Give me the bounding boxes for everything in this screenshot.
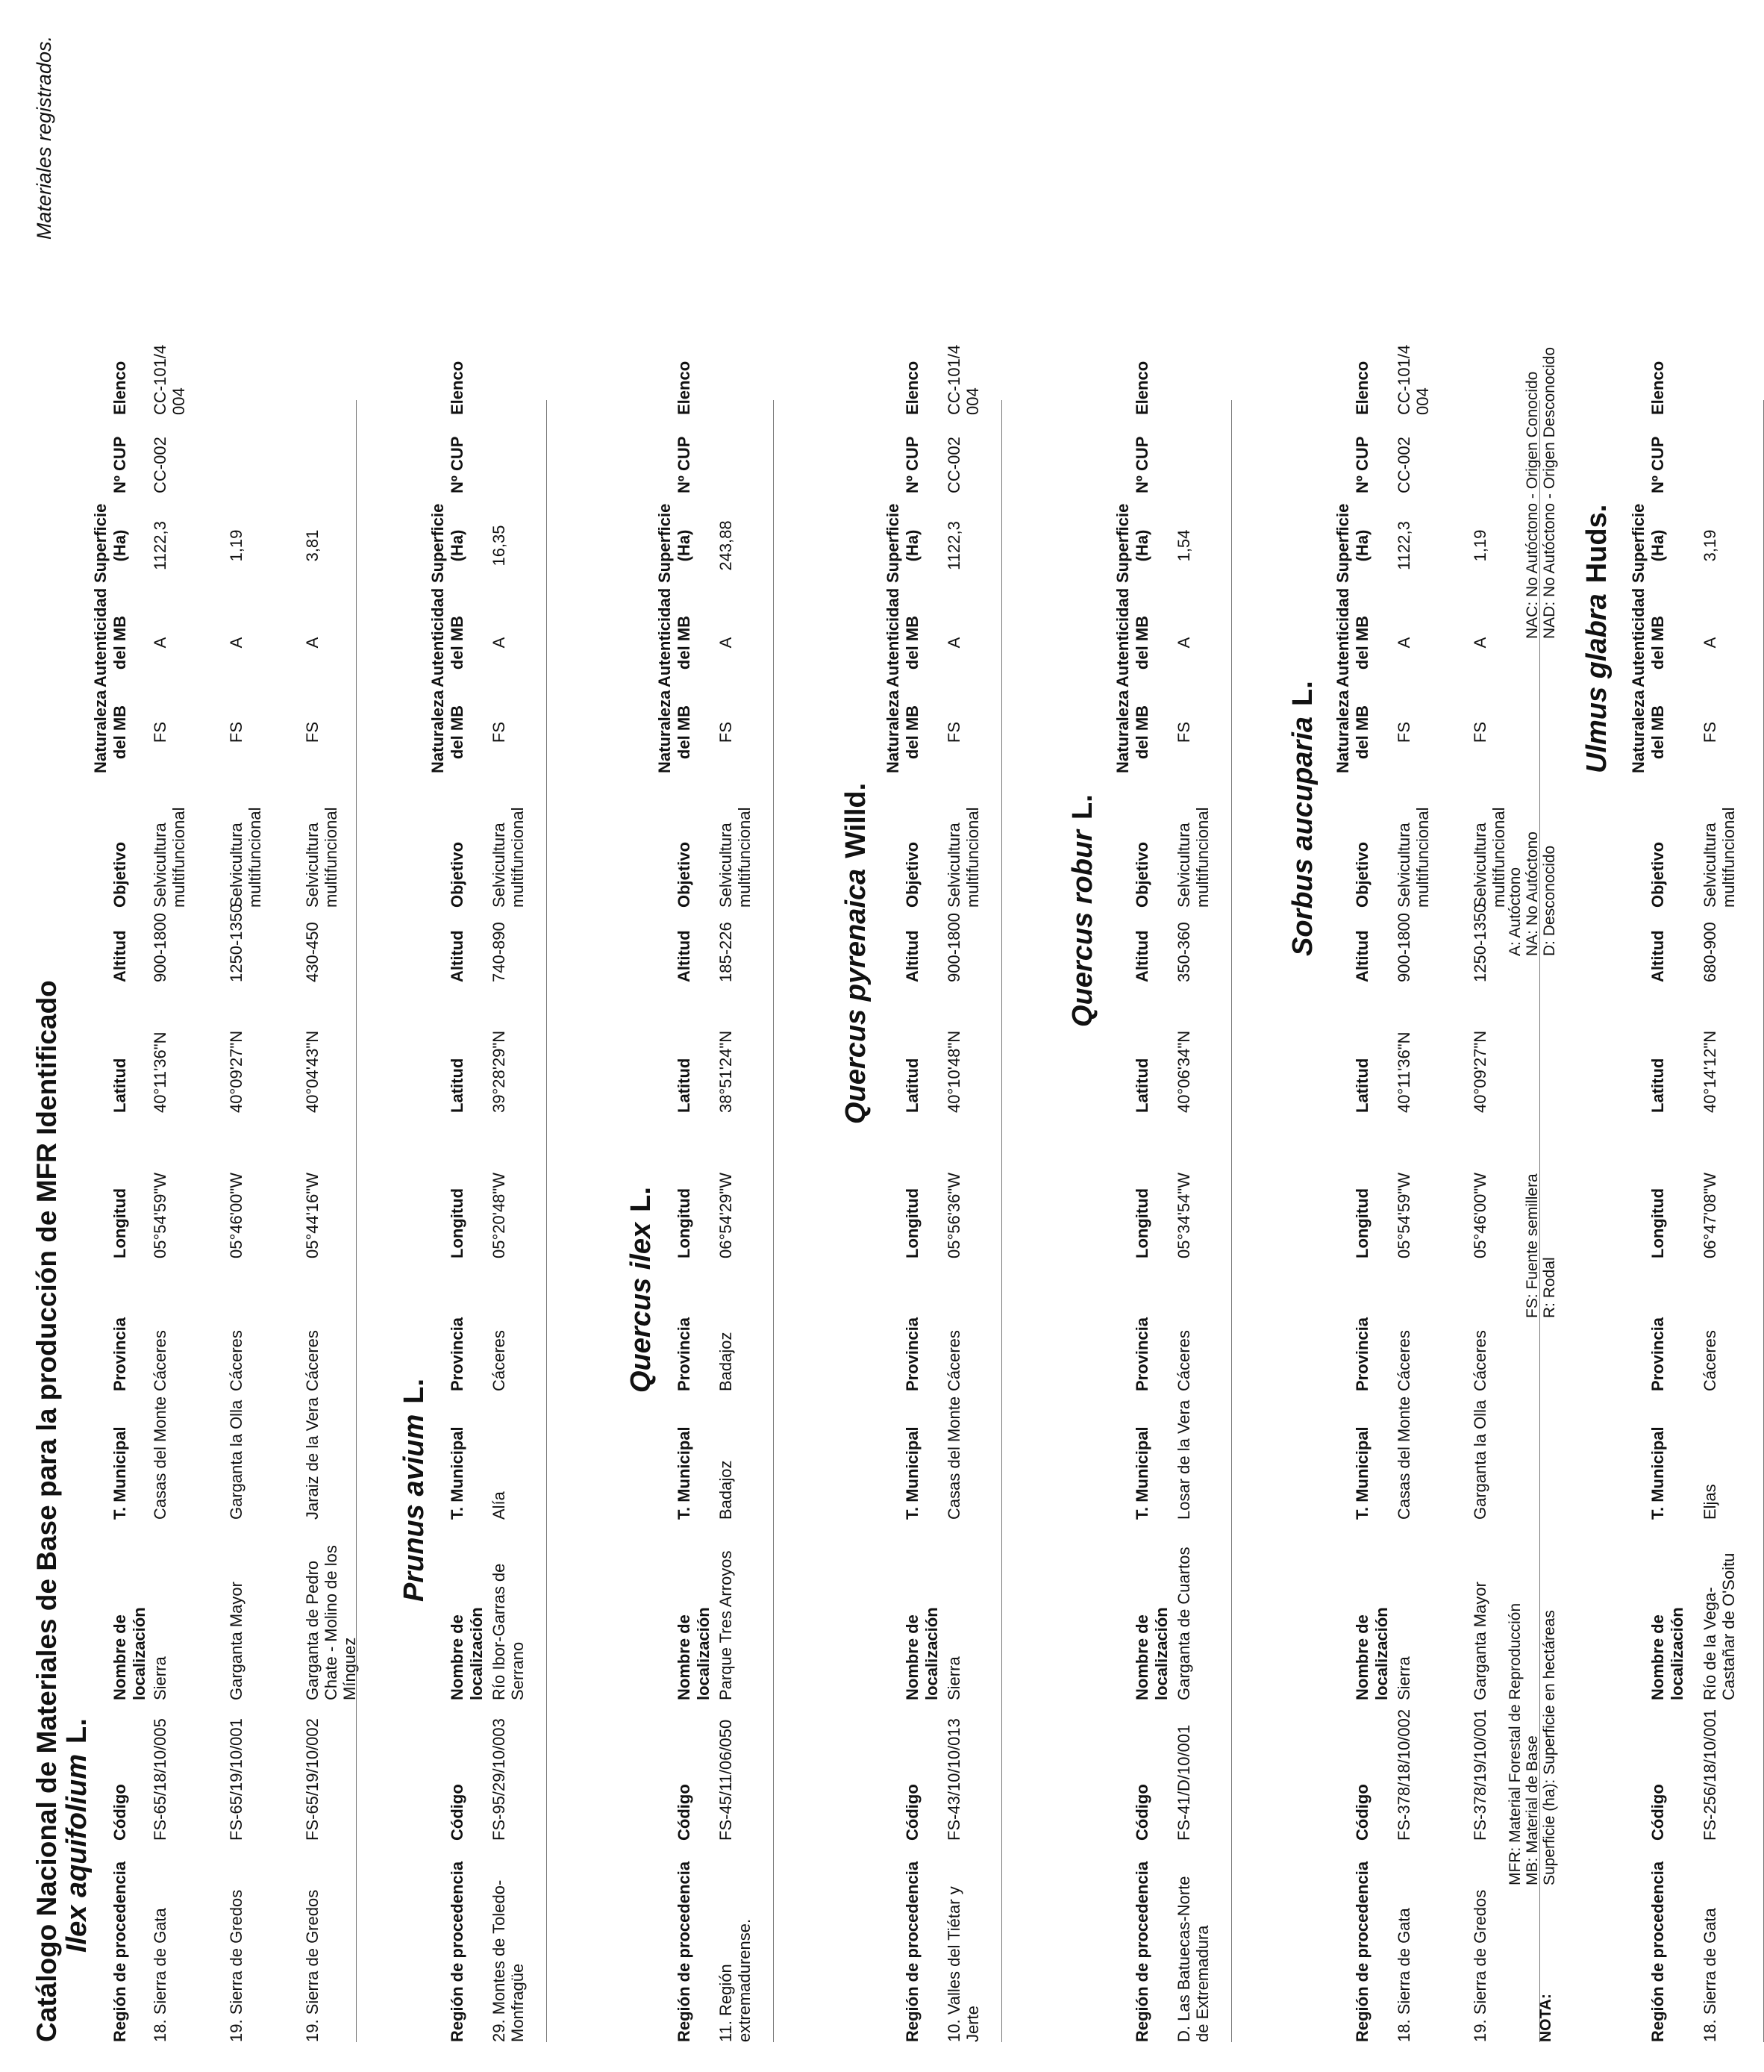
cell-codigo: FS-41/D/10/001 (1175, 1724, 1193, 1841)
cell-codigo: FS-65/19/10/002 (303, 1718, 322, 1841)
cell-latitud: 40°06'34"N (1175, 1030, 1193, 1113)
cell-superficie: 1,19 (1471, 529, 1489, 562)
species-author: L. (1067, 794, 1098, 820)
column-header-codigo: Código (675, 1784, 693, 1841)
column-header-altitud: Altitud (1133, 930, 1151, 982)
cell-altitud: 1250-1350 (227, 903, 245, 982)
footnote-line: A: Autóctono (1507, 867, 1524, 956)
cell-longitud: 05°20'48"W (490, 1173, 508, 1258)
cell-codigo: FS-378/18/10/002 (1395, 1709, 1413, 1841)
column-header-codigo: Código (1648, 1784, 1667, 1841)
cell-region: 18. Sierra de Gata (1395, 1908, 1413, 2042)
column-header-longitud: Longitud (110, 1188, 129, 1258)
cell-municipal: Losar de la Vera (1175, 1399, 1193, 1520)
cell-cup: CC-002 (945, 437, 963, 493)
cell-altitud: 740-890 (490, 922, 508, 982)
cell-municipal: Casas del Monte (151, 1396, 169, 1520)
column-header-region: Región de procedencia (1648, 1861, 1667, 2042)
column-header-objetivo: Objetivo (1133, 841, 1151, 908)
cell-superficie: 1,54 (1175, 529, 1193, 562)
cell-nombre: Sierra (151, 1656, 169, 1700)
species-author: L. (625, 1187, 657, 1212)
column-header-region: Región de procedencia (448, 1861, 466, 2042)
footnote-line: R: Rodal (1541, 1257, 1558, 1318)
cell-naturaleza: FS (490, 721, 508, 743)
cell-longitud: 05°34'54"W (1175, 1173, 1193, 1258)
column-header-provincia: Provincia (110, 1317, 129, 1391)
cell-longitud: 06°54'29"W (716, 1173, 735, 1258)
column-header-autenticidad: Autenticidad del MB (655, 587, 693, 687)
column-header-superficie: Superficie (Ha) (1333, 503, 1372, 583)
cell-latitud: 40°14'12"N (1701, 1030, 1719, 1113)
cell-region: 29. Montes de Toledo-Monfragüe (490, 1879, 527, 2042)
column-header-altitud: Altitud (675, 930, 693, 982)
cell-objetivo: Selvicultura multifuncional (303, 807, 340, 908)
cell-elenco: CC-101/4 004 (945, 344, 982, 415)
cell-region: 18. Sierra de Gata (151, 1908, 169, 2042)
cell-nombre: Garganta de Cuartos (1175, 1547, 1193, 1700)
column-header-region: Región de procedencia (675, 1861, 693, 2042)
column-header-longitud: Longitud (1133, 1188, 1151, 1258)
nota-label: NOTA: (1537, 1994, 1554, 2042)
column-header-altitud: Altitud (448, 930, 466, 982)
column-header-objetivo: Objetivo (1648, 841, 1667, 908)
cell-latitud: 40°04'43"N (303, 1030, 322, 1113)
cell-objetivo: Selvicultura multifuncional (490, 807, 527, 908)
cell-nombre: Sierra (1395, 1656, 1413, 1700)
column-header-elenco: Elenco (110, 361, 129, 415)
cell-objetivo: Selvicultura multifuncional (945, 807, 982, 908)
cell-codigo: FS-95/29/10/003 (490, 1718, 508, 1841)
column-header-latitud: Latitud (448, 1058, 466, 1113)
column-header-objetivo: Objetivo (903, 841, 922, 908)
cell-longitud: 05°54'59"W (151, 1173, 169, 1258)
cell-superficie: 1122,3 (945, 521, 963, 570)
footnote-line: NA: No Autóctono (1524, 831, 1541, 956)
cell-longitud: 05°56'36"W (945, 1173, 963, 1258)
cell-superficie: 1122,3 (1395, 521, 1413, 570)
cell-altitud: 900-1800 (151, 913, 169, 982)
cell-naturaleza: FS (303, 721, 322, 743)
cell-latitud: 40°10'48"N (945, 1030, 963, 1113)
cell-superficie: 1,19 (227, 529, 245, 562)
cell-naturaleza: FS (1701, 721, 1719, 743)
cell-objetivo: Selvicultura multifuncional (227, 807, 264, 908)
footnote-line: NAC: No Autóctono - Origen Conocido (1524, 371, 1541, 639)
cell-superficie: 3,19 (1701, 529, 1719, 562)
column-header-provincia: Provincia (1648, 1317, 1667, 1391)
cell-region: 19. Sierra de Gredos (303, 1889, 322, 2042)
column-header-objetivo: Objetivo (110, 841, 129, 908)
cell-naturaleza: FS (945, 721, 963, 743)
column-header-naturaleza: Naturaleza del MB (1113, 690, 1151, 773)
cell-autenticidad: A (227, 637, 245, 649)
cell-municipal: Badajoz (716, 1460, 735, 1520)
column-header-nombre: Nombre de localización (110, 1607, 148, 1700)
section-divider (1001, 400, 1002, 2042)
column-header-longitud: Longitud (1353, 1188, 1372, 1258)
cell-region: D. Las Batuecas-Norte de Extremadura (1175, 1876, 1212, 2042)
column-header-superficie: Superficie (Ha) (1629, 503, 1667, 583)
column-header-nombre: Nombre de localización (675, 1607, 713, 1700)
column-header-elenco: Elenco (1133, 361, 1151, 415)
column-header-altitud: Altitud (110, 930, 129, 982)
species-author: L. (1287, 681, 1319, 707)
column-header-municipal: T. Municipal (1353, 1426, 1372, 1520)
species-author: L. (398, 1378, 430, 1404)
cell-objetivo: Selvicultura multifuncional (1175, 807, 1212, 908)
cell-naturaleza: FS (1471, 721, 1489, 743)
column-header-codigo: Código (448, 1784, 466, 1841)
column-header-nombre: Nombre de localización (1133, 1607, 1171, 1700)
column-header-superficie: Superficie (Ha) (883, 503, 922, 583)
cell-altitud: 430-450 (303, 922, 322, 982)
column-header-elenco: Elenco (448, 361, 466, 415)
column-header-nombre: Nombre de localización (903, 1607, 941, 1700)
cell-codigo: FS-45/11/06/050 (716, 1719, 735, 1841)
column-header-naturaleza: Naturaleza del MB (91, 690, 129, 773)
column-header-autenticidad: Autenticidad del MB (1629, 587, 1667, 687)
footnote-line: D: Desconocido (1541, 845, 1558, 956)
cell-objetivo: Selvicultura multifuncional (151, 807, 188, 908)
column-header-latitud: Latitud (1133, 1058, 1151, 1113)
column-header-provincia: Provincia (1133, 1317, 1151, 1391)
cell-longitud: 05°46'00"W (1471, 1173, 1489, 1258)
column-header-autenticidad: Autenticidad del MB (91, 587, 129, 687)
cell-altitud: 900-1800 (1395, 913, 1413, 982)
column-header-provincia: Provincia (675, 1317, 693, 1391)
column-header-cup: Nº CUP (1648, 436, 1667, 493)
column-header-objetivo: Objetivo (675, 841, 693, 908)
column-header-municipal: T. Municipal (1648, 1426, 1667, 1520)
cell-autenticidad: A (1175, 637, 1193, 649)
cell-autenticidad: A (151, 637, 169, 649)
cell-objetivo: Selvicultura multifuncional (1395, 807, 1432, 908)
cell-altitud: 350-360 (1175, 922, 1193, 982)
column-header-longitud: Longitud (903, 1188, 922, 1258)
cell-municipal: Casas del Monte (1395, 1396, 1413, 1520)
column-header-objetivo: Objetivo (1353, 841, 1372, 908)
column-header-cup: Nº CUP (1133, 436, 1151, 493)
species-author: Huds. (1581, 504, 1613, 584)
cell-codigo: FS-43/10/10/013 (945, 1718, 963, 1841)
cell-provincia: Cáceres (1701, 1330, 1719, 1391)
column-header-latitud: Latitud (1353, 1058, 1372, 1113)
species-name: Sorbus aucuparia (1287, 717, 1319, 956)
column-header-longitud: Longitud (1648, 1188, 1667, 1258)
cell-elenco: CC-101/4 004 (1395, 344, 1432, 415)
column-header-cup: Nº CUP (675, 436, 693, 493)
column-header-elenco: Elenco (675, 361, 693, 415)
cell-cup: CC-002 (1395, 437, 1413, 493)
cell-autenticidad: A (716, 637, 735, 649)
cell-naturaleza: FS (151, 721, 169, 743)
column-header-region: Región de procedencia (110, 1861, 129, 2042)
cell-region: 10. Valles del Tiétar y Jerte (945, 1886, 982, 2042)
column-header-codigo: Código (1133, 1784, 1151, 1841)
cell-municipal: Alía (490, 1491, 508, 1520)
cell-naturaleza: FS (1175, 721, 1193, 743)
cell-autenticidad: A (1471, 637, 1489, 649)
cell-naturaleza: FS (716, 721, 735, 743)
column-header-autenticidad: Autenticidad del MB (883, 587, 922, 687)
cell-latitud: 40°09'27"N (1471, 1030, 1489, 1113)
column-header-naturaleza: Naturaleza del MB (1333, 690, 1372, 773)
cell-provincia: Cáceres (151, 1330, 169, 1391)
section-divider (1231, 400, 1232, 2042)
species-heading (1067, 794, 1099, 1027)
column-header-elenco: Elenco (1353, 361, 1372, 415)
cell-provincia: Cáceres (303, 1330, 322, 1391)
cell-longitud: 05°54'59"W (1395, 1173, 1413, 1258)
column-header-naturaleza: Naturaleza del MB (428, 690, 466, 773)
column-header-municipal: T. Municipal (110, 1426, 129, 1520)
column-header-region: Región de procedencia (1133, 1861, 1151, 2042)
cell-superficie: 243,88 (716, 520, 735, 571)
cell-municipal: Garganta la Olla (1471, 1399, 1489, 1520)
cell-elenco: CC-101/4 004 (151, 344, 188, 415)
cell-objetivo: Selvicultura multifuncional (716, 807, 754, 908)
cell-altitud: 1250-1350 (1471, 903, 1489, 982)
column-header-longitud: Longitud (675, 1188, 693, 1258)
footnote-line: FS: Fuente semillera (1524, 1173, 1541, 1318)
cell-provincia: Cáceres (490, 1330, 508, 1391)
cell-codigo: FS-256/18/10/001 (1701, 1709, 1719, 1841)
cell-naturaleza: FS (227, 721, 245, 743)
cell-longitud: 05°46'00"W (227, 1173, 245, 1258)
cell-objetivo: Selvicultura multifuncional (1471, 807, 1508, 908)
column-header-municipal: T. Municipal (903, 1426, 922, 1520)
column-header-altitud: Altitud (1353, 930, 1372, 982)
section-divider (356, 400, 357, 2042)
cell-latitud: 40°11'36"N (1395, 1032, 1413, 1113)
column-header-provincia: Provincia (903, 1317, 922, 1391)
cell-objetivo: Selvicultura multifuncional (1701, 807, 1738, 908)
cell-nombre: Sierra (945, 1656, 963, 1700)
column-header-latitud: Latitud (903, 1058, 922, 1113)
cell-superficie: 1122,3 (151, 521, 169, 570)
cell-nombre: Garganta Mayor (227, 1582, 245, 1700)
cell-altitud: 900-1800 (945, 913, 963, 982)
cell-municipal: Garganta la Olla (227, 1399, 245, 1520)
column-header-codigo: Código (903, 1784, 922, 1841)
column-header-longitud: Longitud (448, 1188, 466, 1258)
cell-latitud: 39°28'29"N (490, 1030, 508, 1113)
species-name: Quercus pyrenaica (840, 868, 872, 1124)
cell-autenticidad: A (490, 637, 508, 649)
column-header-superficie: Superficie (Ha) (1113, 503, 1151, 583)
footnote-line: Superficie (ha): Superficie en hectáreas (1541, 1610, 1558, 1885)
cell-latitud: 38°51'24"N (716, 1030, 735, 1113)
species-heading (398, 1379, 431, 1602)
cell-provincia: Badajoz (716, 1332, 735, 1391)
species-name: Ilex aquifolium (61, 1753, 93, 1953)
column-header-elenco: Elenco (1648, 361, 1667, 415)
species-author: Willd. (840, 782, 872, 858)
species-name: Quercus robur (1067, 830, 1098, 1027)
column-header-altitud: Altitud (903, 930, 922, 982)
footnote-line: MFR: Material Forestal de Reproducción (1507, 1603, 1524, 1885)
cell-region: 11. Región extremadurense. (716, 1918, 754, 2042)
column-header-superficie: Superficie (Ha) (91, 503, 129, 583)
cell-provincia: Cáceres (945, 1330, 963, 1391)
cell-naturaleza: FS (1395, 721, 1413, 743)
cell-nombre: Parque Tres Arroyos (716, 1550, 735, 1700)
page-subtitle: Materiales registrados. (33, 36, 55, 240)
species-name: Prunus avium (398, 1414, 430, 1602)
footnote-line: NAD: No Autóctono - Origen Desconocido (1541, 346, 1558, 639)
cell-superficie: 3,81 (303, 529, 322, 562)
cell-longitud: 05°44'16"W (303, 1173, 322, 1258)
column-header-provincia: Provincia (1353, 1317, 1372, 1391)
cell-autenticidad: A (945, 637, 963, 649)
column-header-municipal: T. Municipal (675, 1426, 693, 1520)
cell-latitud: 40°09'27"N (227, 1030, 245, 1113)
cell-region: 19. Sierra de Gredos (227, 1889, 245, 2042)
column-header-latitud: Latitud (110, 1058, 129, 1113)
cell-municipal: Casas del Monte (945, 1396, 963, 1520)
cell-superficie: 16,35 (490, 525, 508, 567)
cell-region: 18. Sierra de Gata (1701, 1908, 1719, 2042)
column-header-codigo: Código (110, 1784, 129, 1841)
cell-nombre: Río Ibor-Garras de Serrano (490, 1563, 527, 1700)
cell-latitud: 40°11'36"N (151, 1032, 169, 1113)
column-header-cup: Nº CUP (110, 436, 129, 493)
column-header-region: Región de procedencia (1353, 1861, 1372, 2042)
cell-municipal: Jaraiz de la Vera (303, 1397, 322, 1520)
cell-nombre: Garganta de Pedro Chate - Molino de los Mínguez (303, 1545, 359, 1700)
column-header-naturaleza: Naturaleza del MB (655, 690, 693, 773)
cell-provincia: Cáceres (1471, 1330, 1489, 1391)
cell-municipal: Eljas (1701, 1484, 1719, 1520)
cell-nombre: Garganta Mayor (1471, 1582, 1489, 1700)
column-header-municipal: T. Municipal (1133, 1426, 1151, 1520)
cell-autenticidad: A (303, 637, 322, 649)
cell-codigo: FS-65/19/10/001 (227, 1718, 245, 1841)
column-header-autenticidad: Autenticidad del MB (1113, 587, 1151, 687)
column-header-provincia: Provincia (448, 1317, 466, 1391)
column-header-cup: Nº CUP (1353, 436, 1372, 493)
species-heading (840, 783, 872, 1124)
section-divider (546, 400, 547, 2042)
species-heading (1581, 505, 1613, 773)
species-name: Quercus ilex (625, 1222, 657, 1393)
cell-cup: CC-002 (151, 437, 169, 493)
cell-region: 19. Sierra de Gredos (1471, 1889, 1489, 2042)
column-header-cup: Nº CUP (448, 436, 466, 493)
column-header-latitud: Latitud (675, 1058, 693, 1113)
cell-provincia: Cáceres (1175, 1330, 1193, 1391)
column-header-naturaleza: Naturaleza del MB (883, 690, 922, 773)
section-divider (773, 400, 774, 2042)
column-header-naturaleza: Naturaleza del MB (1629, 690, 1667, 773)
column-header-nombre: Nombre de localización (1648, 1607, 1686, 1700)
column-header-nombre: Nombre de localización (1353, 1607, 1391, 1700)
column-header-nombre: Nombre de localización (448, 1607, 486, 1700)
page-title: Catálogo Nacional de Materiales de Base para la producción de MFR Identificado (31, 980, 62, 2042)
cell-nombre: Río de la Vega-Castañar de O'Soitu (1701, 1553, 1738, 1700)
cell-provincia: Cáceres (1395, 1330, 1413, 1391)
species-heading (625, 1187, 657, 1393)
species-name: Ulmus glabra (1581, 593, 1613, 773)
species-author: L. (61, 1718, 93, 1744)
column-header-elenco: Elenco (903, 361, 922, 415)
column-header-superficie: Superficie (Ha) (428, 503, 466, 583)
column-header-latitud: Latitud (1648, 1058, 1667, 1113)
cell-provincia: Cáceres (227, 1330, 245, 1391)
cell-autenticidad: A (1701, 637, 1719, 649)
column-header-cup: Nº CUP (903, 436, 922, 493)
cell-altitud: 185-226 (716, 922, 735, 982)
cell-altitud: 680-900 (1701, 922, 1719, 982)
footnote-line: MB: Material de Base (1524, 1735, 1541, 1885)
column-header-codigo: Código (1353, 1784, 1372, 1841)
column-header-region: Región de procedencia (903, 1861, 922, 2042)
cell-longitud: 06°47'08"W (1701, 1173, 1719, 1258)
column-header-autenticidad: Autenticidad del MB (1333, 587, 1372, 687)
cell-autenticidad: A (1395, 637, 1413, 649)
cell-codigo: FS-378/19/10/001 (1471, 1709, 1489, 1841)
cell-codigo: FS-65/18/10/005 (151, 1718, 169, 1841)
column-header-superficie: Superficie (Ha) (655, 503, 693, 583)
column-header-objetivo: Objetivo (448, 841, 466, 908)
species-heading (61, 1718, 93, 1953)
species-heading (1287, 681, 1319, 956)
column-header-altitud: Altitud (1648, 930, 1667, 982)
column-header-municipal: T. Municipal (448, 1426, 466, 1520)
column-header-autenticidad: Autenticidad del MB (428, 587, 466, 687)
